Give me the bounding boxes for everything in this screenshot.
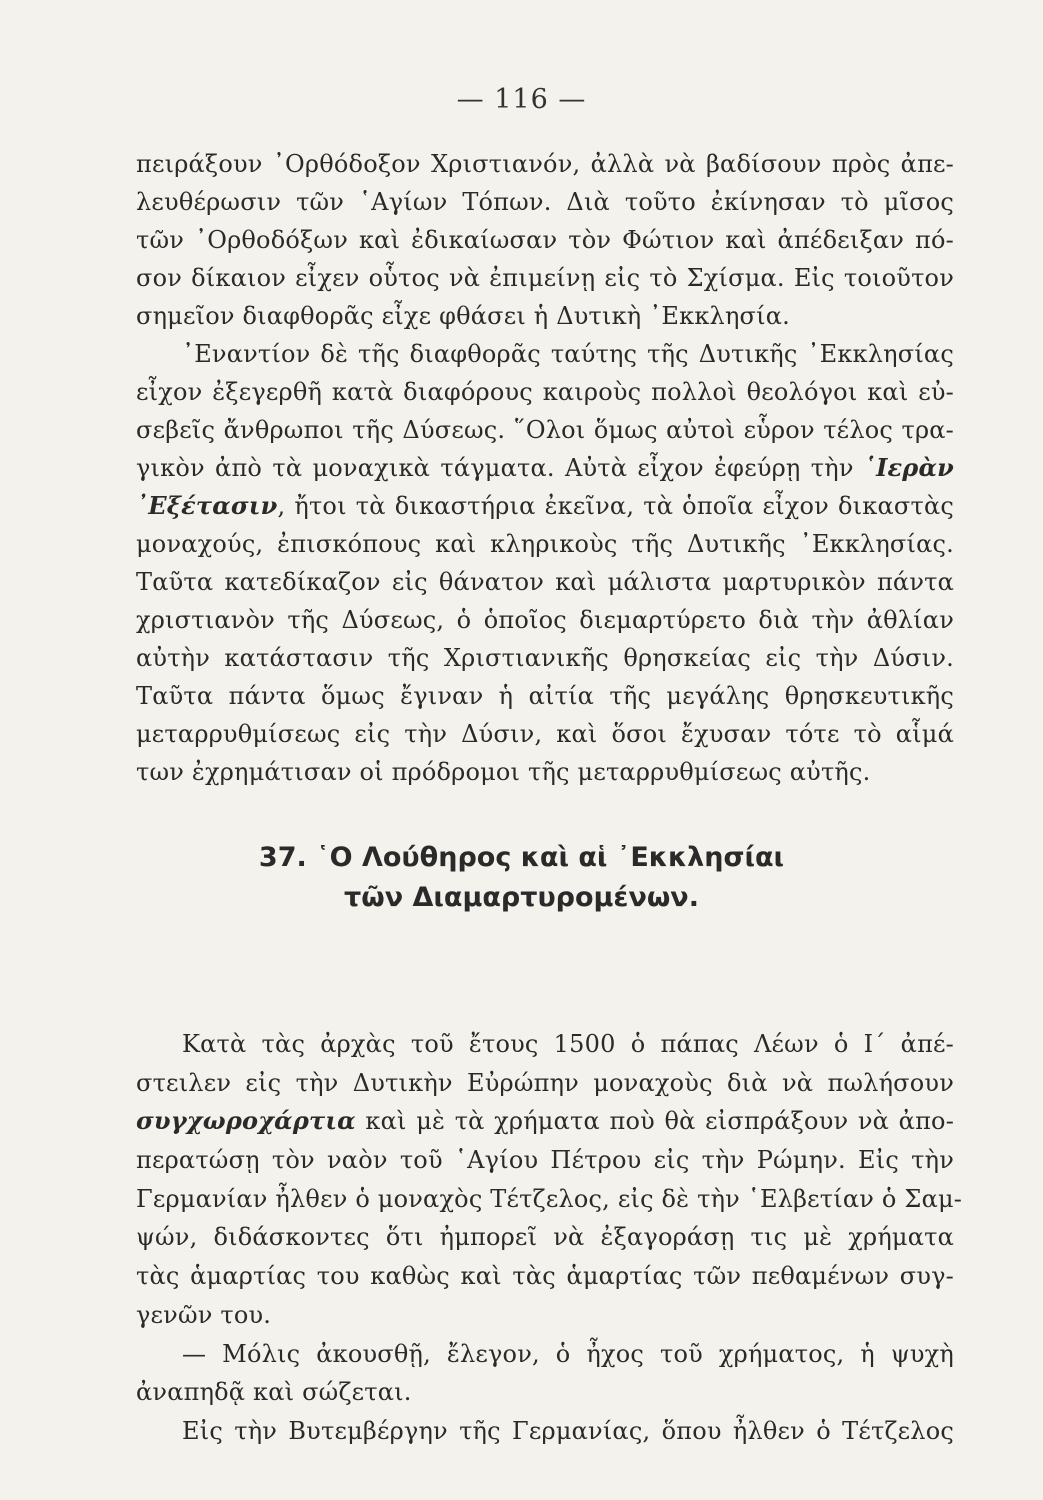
- text-line: αὐτὴν κατάστασιν τῆς Χριστιανικῆς θρησκείας εἰς τὴν Δύσιν.: [136, 644, 954, 672]
- text-line: περατώσῃ τὸν ναὸν τοῦ ῾Αγίου Πέτρου εἰς τὴν Ρώμην. Εἰς τὴν: [136, 1146, 954, 1175]
- text-line: μεταρρυθμίσεως εἰς τὴν Δύσιν, καὶ ὅσοι ἔχυσαν τότε τὸ αἷμά: [136, 720, 954, 748]
- text-span: καὶ μὲ τὰ χρήματα ποὺ θὰ εἰσπράξουν νὰ ἀπο-: [355, 1107, 954, 1136]
- text-line: [136, 449, 954, 487]
- text-line: εἶχον ἐξεγερθῆ κατὰ διαφόρους καιροὺς πολλοὶ θεολόγοι καὶ εὐ-: [136, 378, 954, 406]
- text-line: σεβεῖς ἄνθρωποι τῆς Δύσεως. ῞Ολοι ὅμως αὐτοὶ εὗρον τέλος τρα-: [136, 416, 954, 444]
- text-line: πειράξουν ᾿Ορθόδοξον Χριστιανόν, ἀλλὰ νὰ βαδίσουν πρὸς ἀπε-: [136, 150, 954, 178]
- text-line: τῶν ᾿Ορθοδόξων καὶ ἐδικαίωσαν τὸν Φώτιον καὶ ἀπέδειξαν πό-: [136, 226, 954, 254]
- text-line: Ταῦτα κατεδίκαζον εἰς θάνατον καὶ μάλιστα μαρτυρικὸν πάντα: [136, 568, 954, 596]
- text-line: [136, 1102, 954, 1141]
- text-line: — Μόλις ἀκουσθῇ, ἔλεγον, ὁ ἦχος τοῦ χρήματος, ἡ ψυχὴ: [182, 1339, 954, 1368]
- text-line: Γερμανίαν ἦλθεν ὁ μοναχὸς Τέτζελος, εἰς δὲ τὴν ῾Ελβετίαν ὁ Σαμ-: [136, 1184, 963, 1213]
- text-line: σον δίκαιον εἶχεν οὗτος νὰ ἐπιμείνῃ εἰς τὸ Σχίσμα. Εἰς τοιοῦτον: [136, 264, 954, 292]
- emphasis-term: ᾿Εξέτασιν: [136, 491, 278, 520]
- text-line: [136, 487, 954, 525]
- text-line: ψών, διδάσκοντες ὅτι ἠμπορεῖ νὰ ἐξαγοράσῃ τις μὲ χρήματα: [136, 1223, 954, 1252]
- text-span: , ἤτοι τὰ δικαστήρια ἐκεῖνα, τὰ ὁποῖα εἶχον δικαστὰς: [277, 492, 954, 520]
- page-number: — 116 —: [456, 84, 587, 115]
- text-line: Κατὰ τὰς ἀρχὰς τοῦ ἔτους 1500 ὁ πάπας Λέων ὁ Ι΄ ἀπέ-: [182, 1030, 954, 1058]
- text-line: τὰς ἁμαρτίας του καθὼς καὶ τὰς ἁμαρτίας τῶν πεθαμένων συγ-: [136, 1262, 954, 1291]
- text-span: γικὸν ἀπὸ τὰ μοναχικὰ τάγματα. Αὐτὰ εἶχον ἐφεύρῃ τὴν: [136, 454, 854, 482]
- text-line: ᾿Εναντίον δὲ τῆς διαφθορᾶς ταύτης τῆς Δυτικῆς ᾿Εκκλησίας: [182, 340, 954, 368]
- text-line: σημεῖον διαφθορᾶς εἶχε φθάσει ἡ Δυτικὴ ᾿Εκκλησία.: [136, 302, 790, 330]
- emphasis-term: συγχωροχάρτια: [136, 1106, 356, 1136]
- section-heading-line-2: τῶν Διαμαρτυρομένων.: [344, 882, 699, 913]
- text-line: Εἰς τὴν Βυτεμβέργην τῆς Γερμανίας, ὅπου ἦλθεν ὁ Τέτζελος: [182, 1416, 954, 1445]
- body-text-upper: [136, 145, 954, 791]
- text-line: ἀναπηδᾷ καὶ σώζεται.: [136, 1378, 412, 1407]
- text-line: στειλεν εἰς τὴν Δυτικὴν Εὐρώπην μοναχοὺς διὰ νὰ πωλήσουν: [136, 1068, 954, 1097]
- text-line: γενῶν του.: [136, 1300, 272, 1329]
- text-line: χριστιανὸν τῆς Δύσεως, ὁ ὁποῖος διεμαρτύρετο διὰ τὴν ἀθλίαν: [136, 606, 954, 634]
- emphasis-term: ῾Ιερὰν: [863, 453, 954, 482]
- section-heading-line-1: 37. ῾Ο Λούθηρος καὶ αἱ ᾿Εκκλησίαι: [258, 842, 785, 873]
- body-text-lower: [136, 1025, 963, 1451]
- text-line: μοναχούς, ἐπισκόπους καὶ κληρικοὺς τῆς Δυτικῆς ᾿Εκκλησίας.: [136, 530, 954, 558]
- text-line: Ταῦτα πάντα ὅμως ἔγιναν ἡ αἰτία τῆς μεγάλης θρησκευτικῆς: [136, 682, 954, 710]
- text-line: λευθέρωσιν τῶν ῾Αγίων Τόπων. Διὰ τοῦτο ἐκίνησαν τὸ μῖσος: [136, 188, 954, 216]
- text-line: των ἐχρημάτισαν οἱ πρόδρομοι τῆς μεταρρυθμίσεως αὐτῆς.: [136, 758, 871, 786]
